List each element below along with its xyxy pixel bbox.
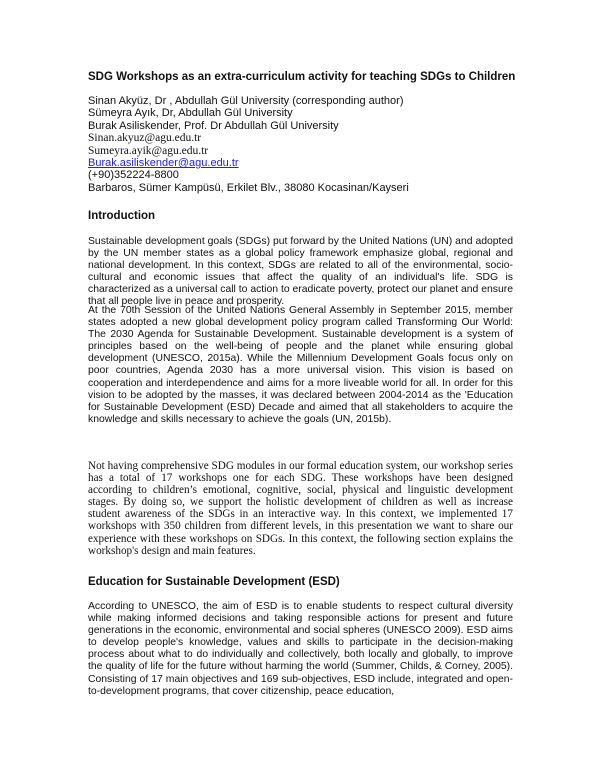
section-heading-esd: Education for Sustainable Development (ESD) xyxy=(88,576,340,588)
author-line: Sinan Akyüz, Dr , Abdullah Gül University (corresponding author) xyxy=(88,95,404,107)
email-text: Sinan.akyuz@agu.edu.tr xyxy=(88,132,202,145)
esd-paragraph-1: According to UNESCO, the aim of ESD is to enable students to respect cultural diversity while making informed decisions and taking responsible actions for present and future generations in the economic, environmental and social spheres (UNESCO 2009). ESD aims to develop people's knowledge, values and skills to participate in the decision-making process about what to do individually and collectively, both locally and globally, to improve the quality of life for the future without harming the world (Summer, Childs, & Corney, 2005). Consisting of 17 main objectives and 169 sub-objectives, ESD include, integrated and open-to-development programs, that cover citizenship, peace education, xyxy=(88,601,513,697)
intro-paragraph-2: At the 70th Session of the United Nations General Assembly in September 2015, member states adopted a new global development policy program called Transforming Our World: The 2030 Agenda for Sustainable Development. Sustainable development is a system of principles based on the well-being of people and the planet while ensuring global development (UNESCO, 2015a). While the Millennium Development Goals focus only on poor countries, Agenda 2030 has a more universal vision. This vision is based on cooperation and interdependence and aims for a more liveable world for all. In order for this vision to be adopted by the masses, it was declared between 2004-2014 as the 'Education for Sustainable Development (ESD) Decade and aimed that all stakeholders to acquire the knowledge and skills necessary to achieve the goals (UN, 2015b). xyxy=(88,305,513,425)
intro-paragraph-3: Not having comprehensive SDG modules in our formal education system, our workshop series has a total of 17 workshops one for each SDG. These workshops have been designed according to children’s emotional, cognitive, social, physical and linguistic development stages. By doing so, we support the holistic development of children as well as increase student awareness of the SDGs in an interactive way. In this context, we implemented 17 workshops with 350 children from different levels, in this presentation we want to share our experience with these workshops on SDGs. In this context, the following section explains the workshop's design and main features. xyxy=(88,460,513,557)
phone-number: (+90)352224-8800 xyxy=(88,169,179,182)
intro-paragraph-1: Sustainable development goals (SDGs) put forward by the United Nations (UN) and adopted by the UN member states as a global policy framework emphasize global, regional and national development. In this context, SDGs are related to all of the environmental, socio-cultural and economic issues that affect the quality of an individual's life. SDG is characterized as a universal call to action to eradicate poverty, protect our planet and ensure that all people live in peace and prosperity. xyxy=(88,236,513,308)
author-line: Sümeyra Ayık, Dr, Abdullah Gül University xyxy=(88,107,293,120)
paper-title: SDG Workshops as an extra-curriculum activity for teaching SDGs to Children xyxy=(88,71,516,83)
section-heading-introduction: Introduction xyxy=(88,210,156,222)
email-text: Sumeyra.ayik@agu.edu.tr xyxy=(88,144,209,157)
author-block xyxy=(88,95,518,194)
address-line: Barbaros, Sümer Kampüsü, Erkilet Blv., 38080 Kocasinan/Kayseri xyxy=(88,181,409,194)
email-link-row xyxy=(88,157,518,169)
author-line: Burak Asiliskender, Prof. Dr Abdullah Gül University xyxy=(88,119,339,132)
email-link[interactable]: Burak.asiliskender@agu.edu.tr xyxy=(88,157,239,170)
